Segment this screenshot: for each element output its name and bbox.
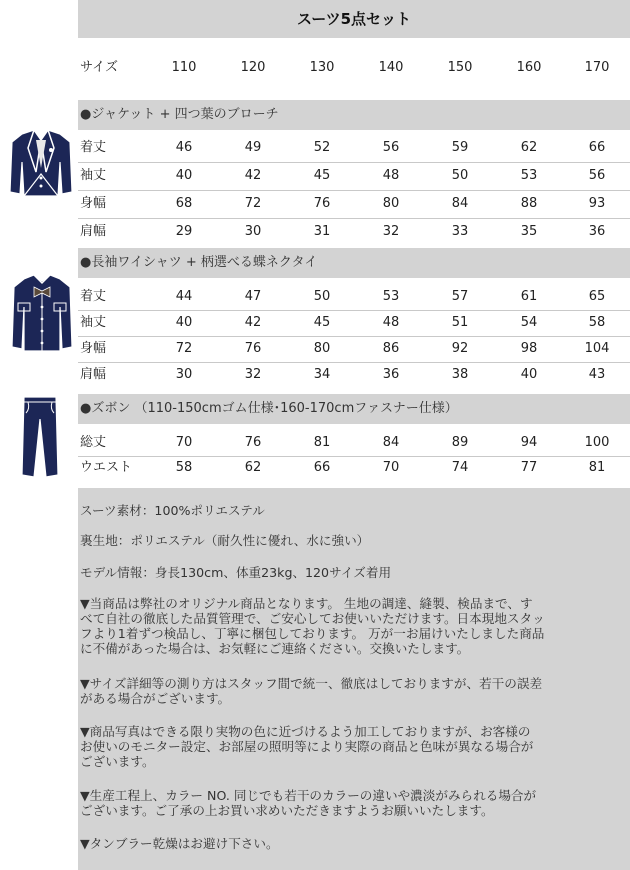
cell: 84 [451, 196, 469, 211]
note-measurement: ▼サイズ詳細等の測り方はスタッフ間で統一、徹底はしておりますが、若干の誤差 がある場合がございます。 [80, 676, 543, 706]
cell: 58 [588, 315, 606, 330]
cell: 45 [313, 168, 331, 183]
cell: 50 [451, 168, 469, 183]
table-row [78, 455, 630, 481]
note-color: ▼商品写真はできる限り実物の色に近づけるよう加工しておりますが、お客様の お使いのモニター設定、お部屋の照明等により実際の商品と色味が異なる場合が ございます。 [80, 724, 534, 769]
table-row [78, 430, 630, 456]
cell: 32 [382, 224, 400, 239]
row-label: 肩幅 [80, 367, 107, 382]
table-row [78, 310, 630, 336]
cell: 61 [520, 289, 538, 304]
row-label: 袖丈 [80, 168, 107, 183]
size-value: 170 [584, 60, 610, 75]
table-row [78, 362, 630, 388]
row-label: 着丈 [80, 140, 107, 155]
cell: 88 [520, 196, 538, 211]
notes-panel [78, 488, 630, 870]
cell: 42 [244, 315, 262, 330]
cell: 33 [451, 224, 469, 239]
cell: 100 [584, 435, 610, 450]
row-label: ウエスト [80, 460, 133, 475]
size-value: 150 [447, 60, 473, 75]
cell: 68 [175, 196, 193, 211]
cell: 53 [520, 168, 538, 183]
cell: 34 [313, 367, 331, 382]
cell: 48 [382, 315, 400, 330]
size-value: 160 [516, 60, 542, 75]
cell: 72 [175, 341, 193, 356]
cell: 43 [588, 367, 606, 382]
cell: 98 [520, 341, 538, 356]
size-label: サイズ [80, 60, 118, 75]
row-label: 身幅 [80, 196, 107, 211]
page-title: スーツ5点セット [78, 0, 630, 38]
cell: 92 [451, 341, 469, 356]
cell: 86 [382, 341, 400, 356]
cell: 35 [520, 224, 538, 239]
cell: 36 [588, 224, 606, 239]
cell: 30 [244, 224, 262, 239]
cell: 51 [451, 315, 469, 330]
size-value: 120 [240, 60, 266, 75]
cell: 56 [382, 140, 400, 155]
jacket-icon [8, 128, 74, 198]
cell: 66 [313, 460, 331, 475]
cell: 38 [451, 367, 469, 382]
table-row [78, 135, 630, 161]
cell: 53 [382, 289, 400, 304]
cell: 104 [584, 341, 610, 356]
cell: 62 [520, 140, 538, 155]
note-material: スーツ素材：100%ポリエステル [80, 503, 265, 518]
cell: 50 [313, 289, 331, 304]
note-model: モデル情報：身長130cm、体重23kg、120サイズ着用 [80, 565, 392, 580]
table-row [78, 163, 630, 189]
size-value: 130 [309, 60, 335, 75]
cell: 80 [313, 341, 331, 356]
size-value: 140 [378, 60, 404, 75]
cell: 66 [588, 140, 606, 155]
cell: 29 [175, 224, 193, 239]
table-row [78, 219, 630, 245]
cell: 76 [244, 435, 262, 450]
row-label: 着丈 [80, 289, 107, 304]
cell: 45 [313, 315, 331, 330]
cell: 93 [588, 196, 606, 211]
cell: 31 [313, 224, 331, 239]
cell: 52 [313, 140, 331, 155]
cell: 42 [244, 168, 262, 183]
cell: 77 [520, 460, 538, 475]
cell: 54 [520, 315, 538, 330]
cell: 32 [244, 367, 262, 382]
cell: 65 [588, 289, 606, 304]
cell: 56 [588, 168, 606, 183]
shirt-icon [10, 273, 74, 353]
size-value: 110 [171, 60, 197, 75]
row-label: 袖丈 [80, 315, 107, 330]
cell: 70 [382, 460, 400, 475]
cell: 44 [175, 289, 193, 304]
section-heading-trousers: ●ズボン （110-150cmゴム仕様･160-170cmファスナー仕様） [78, 394, 630, 424]
cell: 40 [520, 367, 538, 382]
cell: 81 [588, 460, 606, 475]
trousers-icon [20, 395, 60, 479]
cell: 58 [175, 460, 193, 475]
note-dryer: ▼タンブラー乾燥はお避け下さい。 [80, 836, 279, 851]
section-heading-jacket: ●ジャケット + 四つ葉のブローチ [78, 100, 630, 130]
cell: 81 [313, 435, 331, 450]
row-label: 総丈 [80, 435, 107, 450]
cell: 76 [313, 196, 331, 211]
cell: 84 [382, 435, 400, 450]
note-production: ▼生産工程上、カラー NO. 同じでも若干のカラーの違いや濃淡がみられる場合が ございます。ご了承の上お買い求めいただきますようお願いいたします。 [80, 788, 537, 818]
row-label: 身幅 [80, 341, 107, 356]
cell: 94 [520, 435, 538, 450]
note-quality: ▼当商品は弊社のオリジナル商品となります。 生地の調達、縫製、検品まで、す べて自社の徹底した品質管理で、ご安心してお使いいただけます。日本現地スタッ フより1着ずつ検品し、丁寧に梱包しております。 万が一お届けいたしました商品 に不備があった場合は、お気軽にご連絡ください。交換いたします。 [80, 596, 545, 656]
cell: 72 [244, 196, 262, 211]
cell: 70 [175, 435, 193, 450]
cell: 46 [175, 140, 193, 155]
cell: 36 [382, 367, 400, 382]
cell: 30 [175, 367, 193, 382]
row-label: 肩幅 [80, 224, 107, 239]
cell: 59 [451, 140, 469, 155]
cell: 74 [451, 460, 469, 475]
size-header-row [78, 55, 630, 81]
section-heading-shirt: ●長袖ワイシャツ + 柄選べる蝶ネクタイ [78, 248, 630, 278]
cell: 40 [175, 315, 193, 330]
table-row [78, 336, 630, 362]
cell: 80 [382, 196, 400, 211]
table-row [78, 191, 630, 217]
cell: 47 [244, 289, 262, 304]
table-row [78, 284, 630, 310]
cell: 57 [451, 289, 469, 304]
cell: 48 [382, 168, 400, 183]
note-lining: 裏生地：ポリエステル（耐久性に優れ、水に強い） [80, 533, 370, 548]
cell: 76 [244, 341, 262, 356]
cell: 49 [244, 140, 262, 155]
cell: 89 [451, 435, 469, 450]
cell: 40 [175, 168, 193, 183]
cell: 62 [244, 460, 262, 475]
